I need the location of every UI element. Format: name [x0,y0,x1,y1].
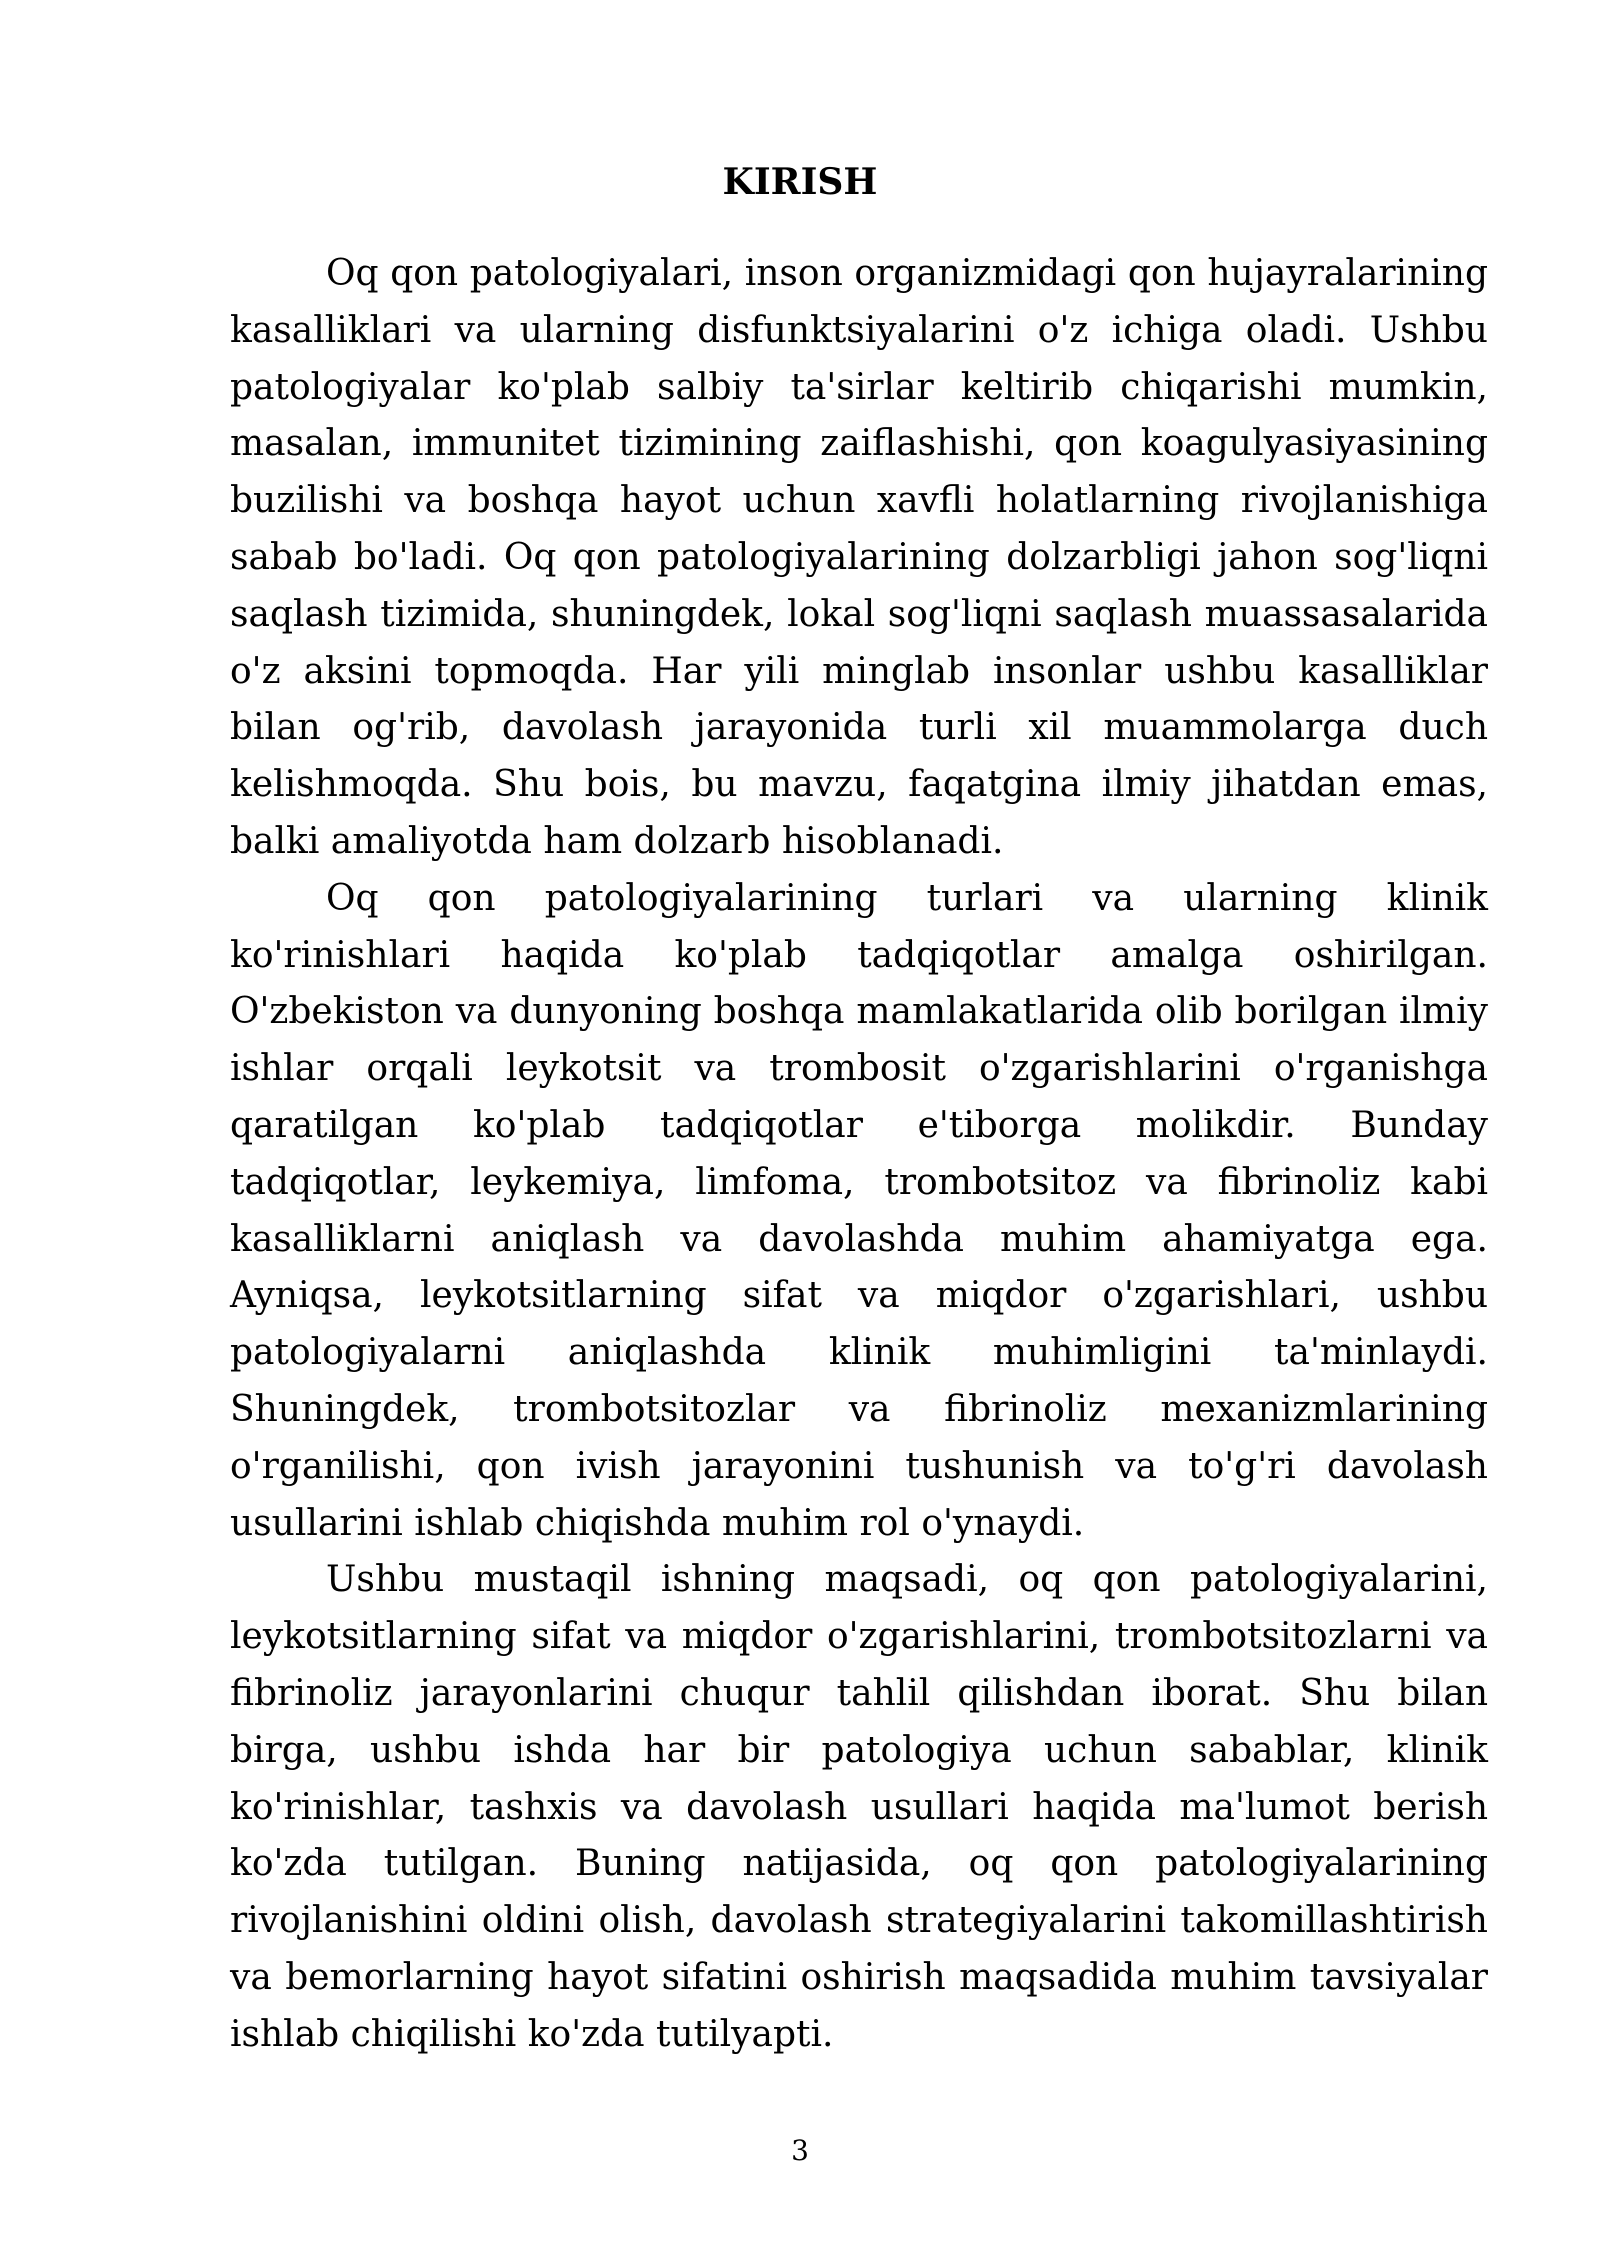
body-text [230,246,1488,2064]
page-number: 3 [791,2134,809,2167]
paragraph-3: Ushbu mustaqil ishning maqsadi, oq qon patologiyalarini, leykotsitlarning sifat va miqdor o'zgarishlarini, trombotsitozlarni va fibrinoliz jarayonlarini chuqur tahlil qilishdan iborat. Shu bilan birga, ushbu ishda har bir patologiya uchun sabablar, klinik ko'rinishlar, tashxis va davolash usullari haqida ma'lumot berish ko'zda tutilgan. Buning natijasida, oq qon patologiyalarining rivojlanishini oldini olish, davolash strategiyalarini takomillashtirish va bemorlarning hayot sifatini oshirish maqsadida muhim tavsiyalar ishlab chiqilishi ko'zda tutilyapti. [230,1559,1488,2055]
page-title: KIRISH [722,161,878,203]
paragraph-1: Oq qon patologiyalari, inson organizmidagi qon hujayralarining kasalliklari va ularning disfunktsiyalarini o'z ichiga oladi. Ushbu patologiyalar ko'plab salbiy ta'sirlar keltirib chiqarishi mumkin, masalan, immunitet tizimining zaiflashishi, qon koagulyasiyasining buzilishi va boshqa hayot uchun xavfli holatlarning rivojlanishiga sabab bo'ladi. Oq qon patologiyalarining dolzarbligi jahon sog'liqni saqlash tizimida, shuningdek, lokal sog'liqni saqlash muassasalarida o'z aksini topmoqda. Har yili minglab insonlar ushbu kasalliklar bilan og'rib, davolash jarayonida turli xil muammolarga duch kelishmoqda. Shu bois, bu mavzu, faqatgina ilmiy jihatdan emas, balki amaliyotda ham dolzarb hisoblanadi. [230,253,1488,862]
paragraph-2: Oq qon patologiyalarining turlari va ularning klinik ko'rinishlari haqida ko'plab tadqiqotlar amalga oshirilgan. O'zbekiston va dunyoning boshqa mamlakatlarida olib borilgan ilmiy ishlar orqali leykotsit va trombosit o'zgarishlarini o'rganishga qaratilgan ko'plab tadqiqotlar e'tiborga molikdir. Bunday tadqiqotlar, leykemiya, limfoma, trombotsitoz va fibrinoliz kabi kasalliklarni aniqlash va davolashda muhim ahamiyatga ega. Ayniqsa, leykotsitlarning sifat va miqdor o'zgarishlari, ushbu patologiyalarni aniqlashda klinik muhimligini ta'minlaydi. Shuningdek, trombotsitozlar va fibrinoliz mexanizmlarining o'rganilishi, qon ivish jarayonini tushunish va to'g'ri davolash usullarini ishlab chiqishda muhim rol o'ynaydi. [230,877,1488,1544]
